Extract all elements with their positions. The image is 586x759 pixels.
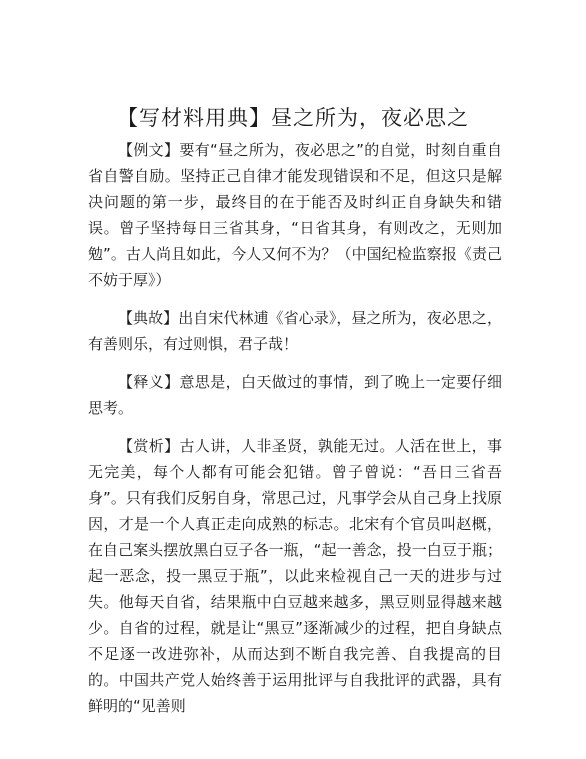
paragraph-text: 要有“昼之所为，夜必思之”的自觉，时刻自重自省自警自励。坚持正己自律才能发现错误和不足，但这只是解决问题的第一步，最终目的在于能否及时纠正自身缺失和错误。曾子坚持每日三省其身，“日省其身，有则改之，无则加勉”。古人尚且如此，今人又何不为？（中国纪检监察报《责己不妨于厚》） [88,141,502,289]
document-body [88,137,502,731]
paragraph-text: 古人讲，人非圣贤，孰能无过。人活在世上，事无完美，每个人都有可能会犯错。曾子曾说：“吾日三省吾身”。只有我们反躬自身，常思己过，凡事学会从自己身上找原因，才是一个人真正走向成熟的标志。北宋有个官员叫赵概，在自己案头摆放黑白豆子各一瓶，“起一善念，投一白豆于瓶；起一恶念，投一黑豆于瓶”，以此来检视自己一天的进步与过失。他每天自省，结果瓶中白豆越来越多，黑豆则显得越来越少。自省的过程，就是让“黑豆”逐渐减少的过程，把自身缺点不足逐一改进弥补，从而达到不断自我完善、自我提高的目的。中国共产党人始终善于运用批评与自我批评的武器，具有鲜明的“见善则 [88,437,502,715]
paragraph-text: 意思是，白天做过的事情，到了晚上一定要仔细思考。 [88,373,502,417]
paragraph-interpretation [88,369,502,421]
paragraph-tag: 【释义】 [118,373,180,391]
paragraph-tag: 【赏析】 [118,437,180,455]
paragraph-example [88,137,502,293]
paragraph-appreciation [88,433,502,719]
paragraph-tag: 【例文】 [118,141,180,159]
paragraph-tag: 【典故】 [118,309,179,327]
paragraph-allusion [88,305,502,357]
paragraph-text: 出自宋代林逋《省心录》，昼之所为，夜必思之，有善则乐，有过则惧，君子哉！ [88,309,502,353]
document-title: 【写材料用典】昼之所为，夜必思之 [117,106,469,130]
